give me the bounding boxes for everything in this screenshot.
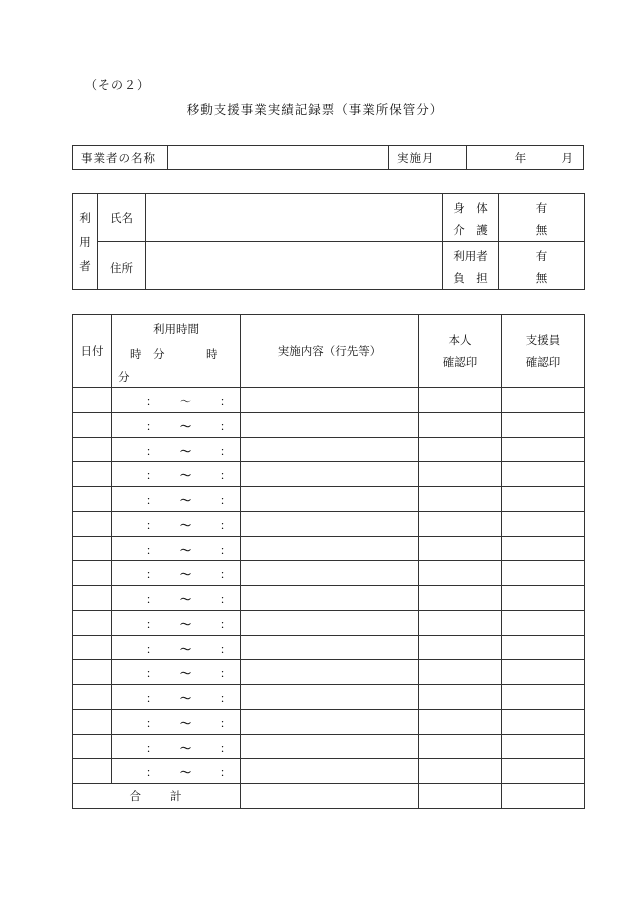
date-cell[interactable] [73, 511, 112, 536]
time-cell[interactable] [112, 536, 241, 561]
total-label: 合 計 [73, 784, 241, 809]
self-stamp-cell[interactable] [419, 388, 502, 413]
date-cell[interactable] [73, 610, 112, 635]
self-stamp-cell[interactable] [419, 635, 502, 660]
date-cell[interactable] [73, 437, 112, 462]
date-cell[interactable] [73, 487, 112, 512]
content-cell[interactable] [241, 759, 419, 784]
self-stamp-cell[interactable] [419, 586, 502, 611]
time-cell[interactable] [112, 511, 241, 536]
records-table [72, 314, 585, 809]
user-name-field[interactable] [146, 194, 443, 242]
table-row [73, 759, 585, 784]
content-cell[interactable] [241, 536, 419, 561]
content-cell[interactable] [241, 734, 419, 759]
staff-stamp-cell[interactable] [502, 536, 585, 561]
table-row [73, 437, 585, 462]
time-cell[interactable] [112, 759, 241, 784]
table-row [73, 388, 585, 413]
tilde-separator: 〜 [180, 617, 191, 631]
user-info-table [72, 193, 585, 290]
end-colon: ： [220, 419, 231, 433]
tilde-separator: 〜 [180, 692, 191, 705]
table-row [73, 709, 585, 734]
page-title: 移動支援事業実績記録票（事業所保管分） [186, 102, 444, 117]
content-cell[interactable] [241, 561, 419, 586]
user-section-char-3: 者 [79, 258, 91, 273]
start-colon: ： [146, 617, 157, 631]
user-section-label [73, 194, 98, 290]
user-address-label: 住所 [98, 242, 146, 290]
staff-stamp-cell[interactable] [502, 388, 585, 413]
month-label: 実施月 [389, 146, 467, 170]
end-colon: ： [220, 444, 231, 458]
time-cell[interactable] [112, 586, 241, 611]
user-name-label: 氏名 [98, 194, 146, 242]
provider-table [72, 145, 584, 170]
table-row [73, 660, 585, 685]
staff-stamp-cell[interactable] [502, 734, 585, 759]
end-colon: ： [220, 766, 231, 780]
end-colon: ： [220, 593, 231, 606]
time-cell[interactable] [112, 388, 241, 413]
burden-no[interactable]: 無 [535, 271, 548, 285]
burden-label-2: 負 担 [453, 271, 488, 285]
content-cell[interactable] [241, 412, 419, 437]
content-cell[interactable] [241, 511, 419, 536]
self-stamp-header-1: 本人 [448, 333, 472, 347]
date-cell[interactable] [73, 759, 112, 784]
start-colon: ： [146, 469, 157, 483]
self-stamp-cell[interactable] [419, 660, 502, 685]
content-cell[interactable] [241, 660, 419, 685]
tilde-separator: 〜 [180, 494, 191, 507]
self-stamp-cell[interactable] [419, 734, 502, 759]
table-row [73, 412, 585, 437]
total-self-cell[interactable] [419, 784, 502, 809]
end-colon: ： [220, 716, 231, 730]
time-cell[interactable] [112, 561, 241, 586]
end-colon: ： [220, 617, 231, 631]
tilde-separator: 〜 [180, 667, 191, 681]
body-care-yes[interactable]: 有 [535, 201, 548, 215]
end-colon: ： [220, 642, 231, 656]
staff-stamp-cell[interactable] [502, 561, 585, 586]
time-header-hour: 時 [206, 347, 218, 361]
end-colon: ： [220, 518, 231, 532]
end-colon: ： [220, 667, 231, 681]
total-staff-cell[interactable] [502, 784, 585, 809]
start-colon: ： [146, 766, 157, 780]
content-cell[interactable] [241, 437, 419, 462]
total-content-cell[interactable] [241, 784, 419, 809]
self-stamp-cell[interactable] [419, 462, 502, 487]
time-header-min: 分 [118, 370, 130, 384]
table-row [73, 734, 585, 759]
body-care-label-2: 介 護 [453, 223, 488, 237]
staff-stamp-cell[interactable] [502, 511, 585, 536]
date-cell[interactable] [73, 536, 112, 561]
self-stamp-cell[interactable] [419, 437, 502, 462]
content-cell[interactable] [241, 462, 419, 487]
end-colon: ： [220, 692, 231, 705]
self-stamp-cell[interactable] [419, 511, 502, 536]
start-colon: ： [146, 419, 157, 433]
date-cell[interactable] [73, 388, 112, 413]
start-colon: ： [146, 716, 157, 730]
end-colon: ： [220, 494, 231, 507]
provider-name-field[interactable] [168, 146, 389, 170]
time-cell[interactable] [112, 635, 241, 660]
burden-label [443, 242, 499, 290]
tilde-separator: 〜 [180, 395, 191, 408]
staff-stamp-header-2: 確認印 [525, 355, 561, 369]
start-colon: ： [146, 593, 157, 606]
time-cell[interactable] [112, 610, 241, 635]
year-month-field[interactable] [467, 146, 584, 170]
date-cell[interactable] [73, 586, 112, 611]
end-colon: ： [220, 543, 231, 557]
body-care-choice[interactable] [499, 194, 585, 242]
start-colon: ： [146, 543, 157, 557]
time-cell[interactable] [112, 437, 241, 462]
date-cell[interactable] [73, 635, 112, 660]
start-colon: ： [146, 518, 157, 532]
end-colon: ： [220, 568, 231, 582]
date-cell[interactable] [73, 412, 112, 437]
user-section-char-1: 利 [79, 210, 91, 225]
time-cell[interactable] [112, 660, 241, 685]
month-unit: 月 [561, 150, 573, 165]
time-cell[interactable] [112, 734, 241, 759]
time-header-title: 利用時間 [153, 322, 199, 336]
staff-stamp-cell[interactable] [502, 462, 585, 487]
time-cell[interactable] [112, 462, 241, 487]
self-stamp-cell[interactable] [419, 561, 502, 586]
staff-stamp-cell[interactable] [502, 660, 585, 685]
self-stamp-cell[interactable] [419, 709, 502, 734]
start-colon: ： [146, 692, 157, 705]
date-cell[interactable] [73, 561, 112, 586]
self-stamp-header [419, 315, 502, 388]
body-care-no[interactable]: 無 [535, 223, 548, 237]
start-colon: ： [146, 741, 157, 755]
table-row [73, 536, 585, 561]
self-stamp-cell[interactable] [419, 412, 502, 437]
user-address-field[interactable] [146, 242, 443, 290]
date-cell[interactable] [73, 734, 112, 759]
table-row [73, 561, 585, 586]
user-section-char-2: 用 [79, 234, 91, 249]
start-colon: ： [146, 494, 157, 507]
tilde-separator: 〜 [180, 543, 191, 557]
tilde-separator: 〜 [180, 568, 191, 582]
time-cell[interactable] [112, 709, 241, 734]
end-colon: ： [220, 469, 231, 483]
self-stamp-header-2: 確認印 [442, 355, 478, 369]
tilde-separator: 〜 [180, 741, 191, 755]
staff-stamp-header [502, 315, 585, 388]
time-cell[interactable] [112, 685, 241, 710]
start-colon: ： [146, 395, 157, 408]
table-row [73, 610, 585, 635]
staff-stamp-cell[interactable] [502, 586, 585, 611]
staff-stamp-cell[interactable] [502, 437, 585, 462]
tilde-separator: 〜 [180, 444, 191, 458]
tilde-separator: 〜 [180, 518, 191, 532]
table-row [73, 635, 585, 660]
content-cell[interactable] [241, 487, 419, 512]
content-cell[interactable] [241, 388, 419, 413]
date-cell[interactable] [73, 462, 112, 487]
tilde-separator: 〜 [180, 642, 191, 656]
date-cell[interactable] [73, 660, 112, 685]
date-cell[interactable] [73, 685, 112, 710]
time-header [112, 315, 241, 388]
provider-name-label: 事業者の名称 [73, 146, 168, 170]
page-label: （その２） [85, 78, 151, 92]
tilde-separator: 〜 [180, 766, 191, 780]
self-stamp-cell[interactable] [419, 610, 502, 635]
burden-choice[interactable] [499, 242, 585, 290]
table-row [73, 685, 585, 710]
content-cell[interactable] [241, 586, 419, 611]
staff-stamp-cell[interactable] [502, 709, 585, 734]
start-colon: ： [146, 444, 157, 458]
table-row [73, 511, 585, 536]
time-header-hour-min: 時 分 [130, 347, 165, 361]
end-colon: ： [220, 395, 231, 408]
staff-stamp-cell[interactable] [502, 759, 585, 784]
self-stamp-cell[interactable] [419, 487, 502, 512]
time-cell[interactable] [112, 412, 241, 437]
content-cell[interactable] [241, 610, 419, 635]
table-row [73, 487, 585, 512]
staff-stamp-cell[interactable] [502, 487, 585, 512]
start-colon: ： [146, 642, 157, 656]
staff-stamp-cell[interactable] [502, 412, 585, 437]
tilde-separator: 〜 [180, 419, 191, 433]
staff-stamp-cell[interactable] [502, 635, 585, 660]
self-stamp-cell[interactable] [419, 759, 502, 784]
self-stamp-cell[interactable] [419, 685, 502, 710]
staff-stamp-cell[interactable] [502, 685, 585, 710]
content-cell[interactable] [241, 709, 419, 734]
table-row [73, 586, 585, 611]
year-unit: 年 [514, 150, 527, 165]
date-header: 日付 [73, 315, 112, 388]
end-colon: ： [220, 741, 231, 755]
staff-stamp-header-1: 支援員 [525, 333, 561, 347]
start-colon: ： [146, 667, 157, 681]
burden-label-1: 利用者 [453, 249, 488, 263]
content-cell[interactable] [241, 685, 419, 710]
self-stamp-cell[interactable] [419, 536, 502, 561]
table-row [73, 462, 585, 487]
body-care-label [443, 194, 499, 242]
burden-yes[interactable]: 有 [535, 249, 548, 263]
tilde-separator: 〜 [180, 593, 191, 606]
tilde-separator: 〜 [180, 716, 191, 730]
body-care-label-1: 身 体 [453, 201, 488, 215]
tilde-separator: 〜 [180, 469, 191, 483]
time-cell[interactable] [112, 487, 241, 512]
staff-stamp-cell[interactable] [502, 610, 585, 635]
start-colon: ： [146, 568, 157, 582]
content-cell[interactable] [241, 635, 419, 660]
date-cell[interactable] [73, 709, 112, 734]
content-header: 実施内容（行先等） [241, 315, 419, 388]
